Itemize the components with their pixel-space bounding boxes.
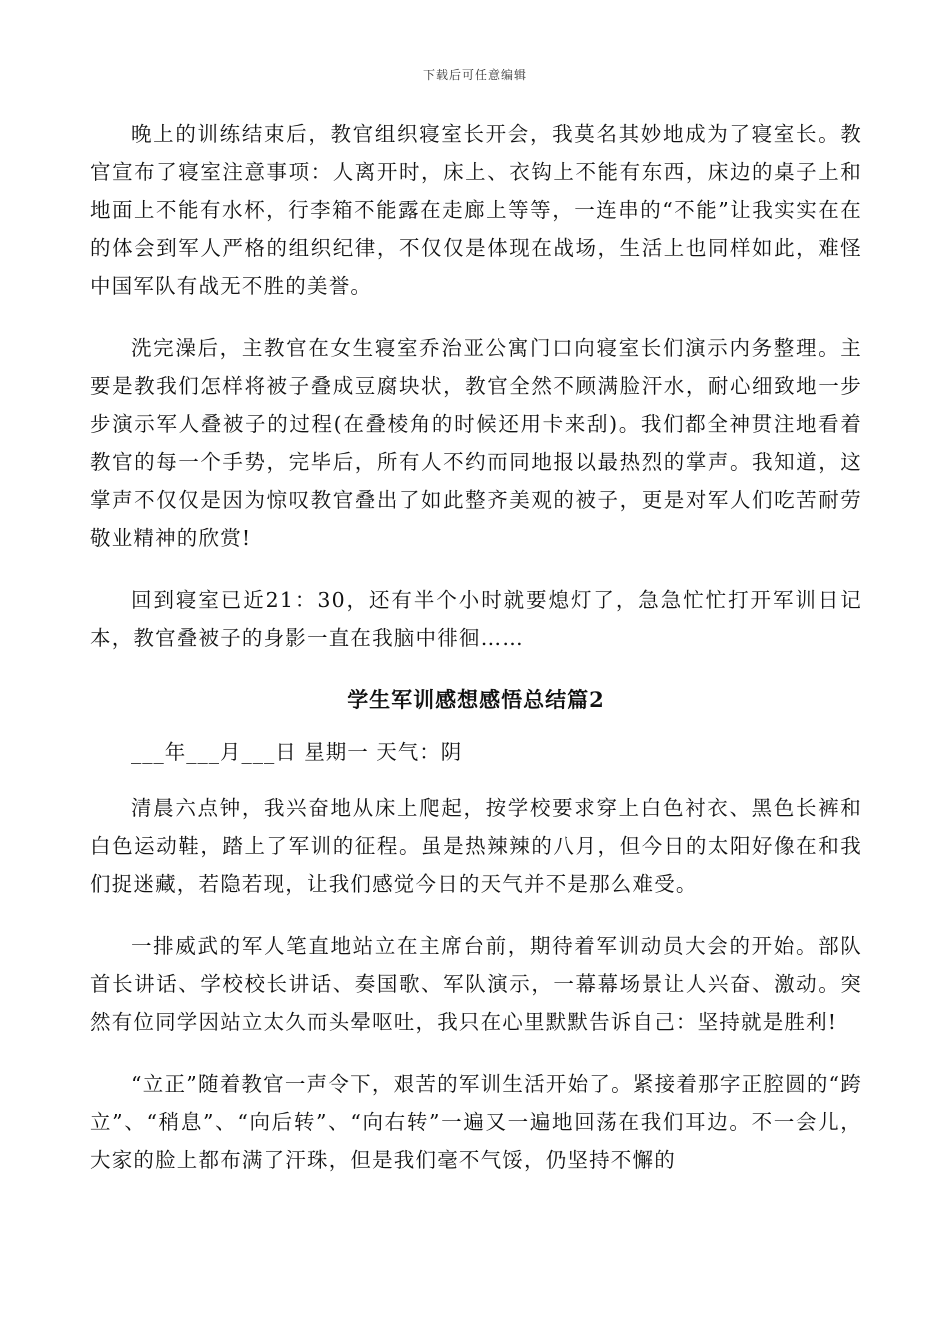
paragraph: “立正”随着教官一声令下，艰苦的军训生活开始了。紧接着那字正腔圆的“跨立”、“稍息”、“向后转”、“向右转”一遍又一遍地回荡在我们耳边。不一会儿，大家的脸上都布满了汗珠，但是我们毫不气馁，仍坚持不懈的 (90, 1072, 862, 1172)
paragraph: 回到寝室已近21：30，还有半个小时就要熄灯了，急急忙忙打开军训日记本，教官叠被子的身影一直在我脑中徘徊…… (90, 588, 862, 650)
paragraph: 洗完澡后，主教官在女生寝室乔治亚公寓门口向寝室长们演示内务整理。主要是教我们怎样将被子叠成豆腐块状，教官全然不顾满脸汗水，耐心细致地一步步演示军人叠被子的过程(在叠棱角的时候还用卡来刮)。我们都全神贯注地看着教官的每一个手势，完毕后，所有人不约而同地报以最热烈的掌声。我知道，这掌声不仅仅是因为惊叹教官叠出了如此整齐美观的被子，更是对军人们吃苦耐劳敬业精神的欣赏! (90, 336, 862, 550)
document-body (90, 115, 862, 1203)
date-line: ___年___月___日 星期一 天气：阴 (131, 740, 463, 764)
page-header: 下载后可任意编辑 (422, 68, 527, 82)
paragraph: 晚上的训练结束后，教官组织寝室长开会，我莫名其妙地成为了寝室长。教官宣布了寝室注意事项：人离开时，床上、衣钩上不能有东西，床边的桌子上和地面上不能有水杯，行李箱不能露在走廊上等等，一连串的“不能”让我实实在在的体会到军人严格的组织纪律，不仅仅是体现在战场，生活上也同样如此，难怪中国军队有战无不胜的美誉。 (90, 122, 862, 298)
paragraph: 清晨六点钟，我兴奋地从床上爬起，按学校要求穿上白色衬衣、黑色长裤和白色运动鞋，踏上了军训的征程。虽是热辣辣的八月，但今日的太阳好像在和我们捉迷藏，若隐若现，让我们感觉今日的天气并不是那么难受。 (90, 796, 862, 896)
paragraph: 一排威武的军人笔直地站立在主席台前，期待着军训动员大会的开始。部队首长讲话、学校校长讲话、奏国歌、军队演示，一幕幕场景让人兴奋、激动。突然有位同学因站立太久而头晕呕吐，我只在心里默默告诉自己：坚持就是胜利! (90, 934, 862, 1034)
section-title: 学生军训感想感悟总结篇2 (347, 687, 605, 712)
